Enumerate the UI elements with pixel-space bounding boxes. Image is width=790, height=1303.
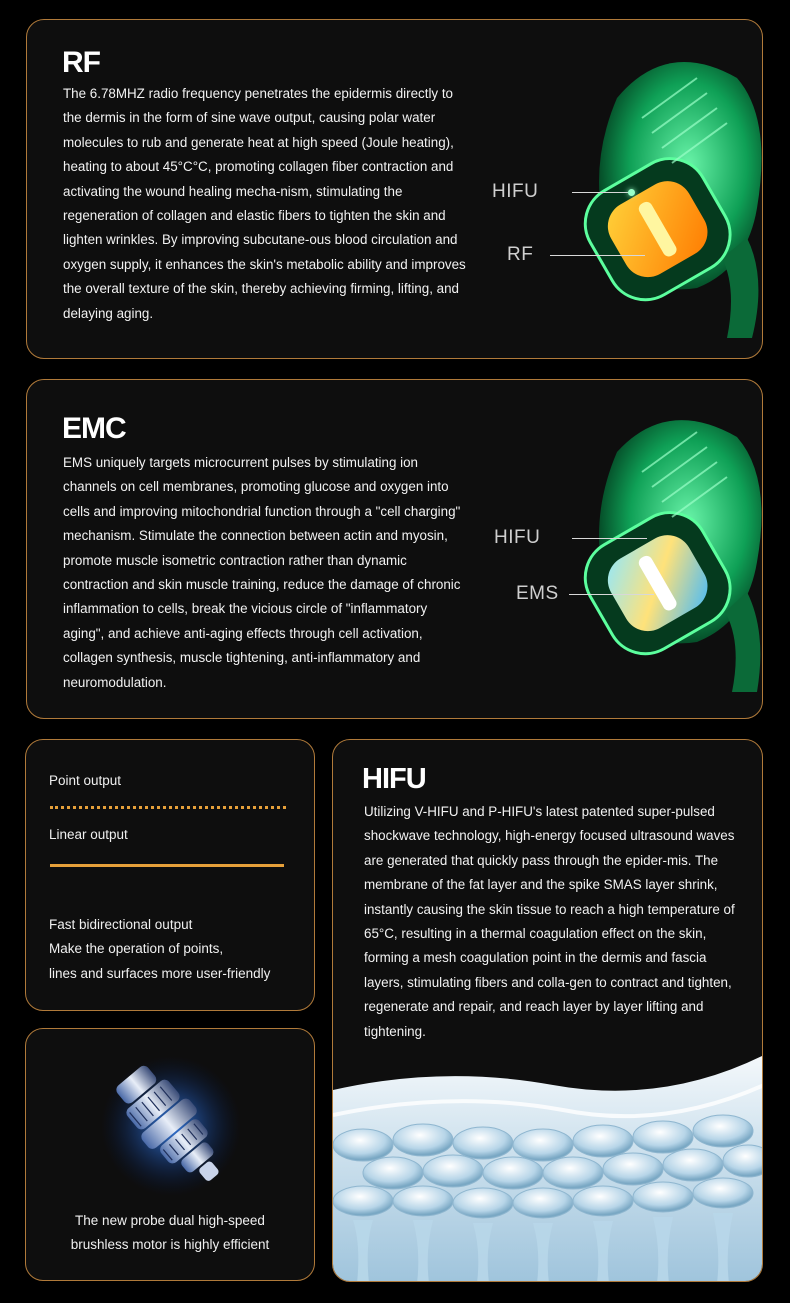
linear-output-solid-line <box>50 864 284 867</box>
rf-label-rf: RF <box>507 244 534 265</box>
linear-output-label: Linear output <box>49 827 128 842</box>
rf-leader-rf <box>550 255 645 256</box>
skin-layer-illustration <box>333 1045 763 1282</box>
motor-caption-line2: brushless motor is highly efficient <box>70 1237 270 1252</box>
emc-description: EMS uniquely targets microcurrent pulses by stimulating ion channels on cell membranes, promoting glucose and oxygen into cells and improving mitochondrial function through a "cell charging" mechanism. Stimulate the connection between actin and myosin, promote muscle isometric contraction rather than dynamic contraction and skin muscle training, reduce the damage of chronic inflammation to cells, break the vicious circle of "inflammatory aging", and achieve anti-aging effects through cell activation, collagen synthesis, muscle tightening, anti-inflammatory and neuromodulation. <box>63 455 461 690</box>
emc-label-ems: EMS <box>516 583 559 604</box>
motor-card <box>25 1028 315 1281</box>
rf-point-hifu <box>628 189 635 196</box>
rf-title: RF <box>62 46 100 79</box>
rf-leader-hifu <box>572 192 632 193</box>
rf-device-illustration <box>547 38 763 348</box>
emc-leader-ems <box>569 594 654 595</box>
point-output-dotted-line <box>50 806 286 809</box>
emc-leader-hifu <box>572 538 647 539</box>
output-description-line2: lines and surfaces more user-friendly <box>49 966 271 981</box>
hifu-title: HIFU <box>362 763 426 795</box>
motor-caption-line1: The new probe dual high-speed <box>75 1213 265 1228</box>
rf-description: The 6.78MHZ radio frequency penetrates the epidermis directly to the dermis in the form of sine wave output, causing polar water molecules to rub and generate heat at high speed (Joule heating), heating to about 45°C°C, promoting collagen fiber contraction and activating the wound healing mecha-nism, stimulating the regeneration of collagen and elastic fibers to tighten the skin and lighten wrinkles. By improving subcutane-ous blood circulation and oxygen supply, it enhances the skin's metabolic ability and improves the overall texture of the skin, thereby achieving firming, lifting, and delaying aging. <box>63 86 466 321</box>
hifu-card <box>332 739 763 1282</box>
emc-device-illustration <box>557 402 763 702</box>
emc-card <box>26 379 763 719</box>
rf-label-hifu: HIFU <box>492 181 539 202</box>
motor-illustration <box>96 1051 246 1201</box>
hifu-description: Utilizing V-HIFU and P-HIFU's latest patented super-pulsed shockwave technology, high-energy focused ultrasound waves are generated that quickly pass through the epider-mis. The membrane of the fat layer and the spike SMAS layer shrink, instantly causing the skin tissue to reach a high temperature of 65°C, resulting in a thermal coagulation effect on the skin, forming a mesh coagulation point in the dermis and fascia layers, stimulating fibers and colla-gen to contract and tighten, regenerate and repair, and reach layer by layer lifting and tightening. <box>364 804 735 1039</box>
output-description-line1: Make the operation of points, <box>49 941 224 956</box>
output-modes-card <box>25 739 315 1011</box>
point-output-label: Point output <box>49 773 122 788</box>
emc-label-hifu: HIFU <box>494 527 541 548</box>
rf-card <box>26 19 763 359</box>
fast-output-label: Fast bidirectional output <box>49 917 193 932</box>
emc-title: EMC <box>62 412 126 445</box>
